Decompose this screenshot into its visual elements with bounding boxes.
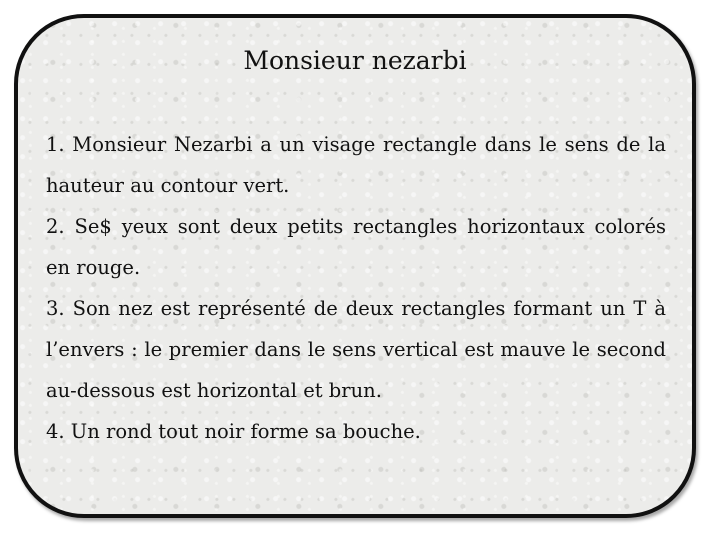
list-item: 1. Monsieur Nezarbi a un visage rectangle dans le sens de la hauteur au contour vert. xyxy=(46,133,666,197)
list-item: 2. Se$ yeux sont deux petits rectangles horizontaux colorés en rouge. xyxy=(46,215,666,279)
rounded-text-card xyxy=(14,14,696,518)
list-item: 3. Son nez est représenté de deux rectangles formant un T à l’envers : le premier dans le sens vertical est mauve le second au-dessous est horizontal et brun. xyxy=(46,297,666,402)
card-title: Monsieur nezarbi xyxy=(243,46,467,75)
list-item: 4. Un rond tout noir forme sa bouche. xyxy=(46,420,421,443)
description-list xyxy=(46,124,666,452)
